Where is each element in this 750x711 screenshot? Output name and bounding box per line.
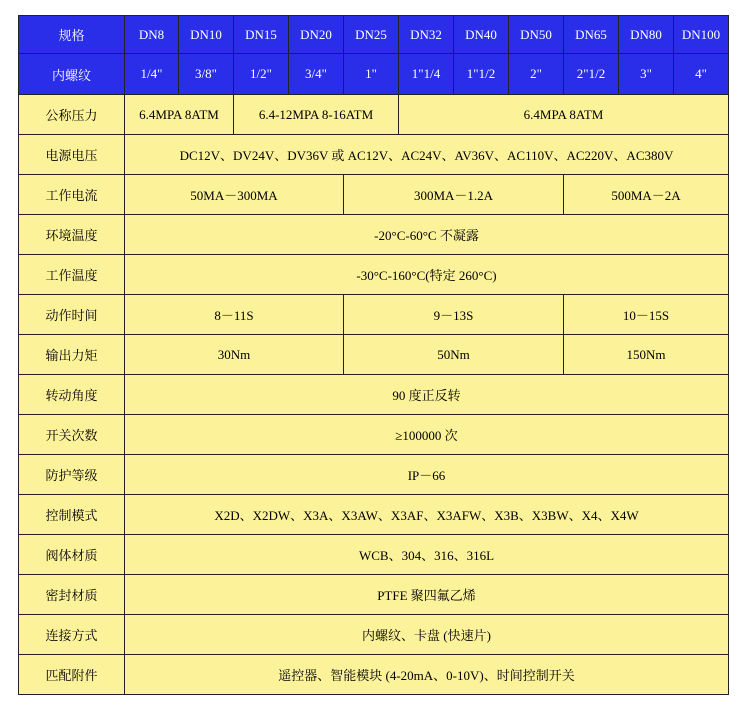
thread-cell: 3/8" [179,54,234,95]
control-mode-value: X2D、X2DW、X3A、X3AW、X3AF、X3AFW、X3B、X3BW、X4、X4W [125,495,729,535]
thread-cell: 2" [509,54,564,95]
cycles-label: 开关次数 [19,415,125,455]
thread-cell: 3" [619,54,674,95]
ambient-temp-label: 环境温度 [19,215,125,255]
ambient-temp-row [19,215,729,255]
current-row [19,175,729,215]
current-cell: 300MA－1.2A [344,175,564,215]
control-mode-label: 控制模式 [19,495,125,535]
thread-cell: 2"1/2 [564,54,619,95]
thread-label: 内螺纹 [19,54,125,95]
rotation-label: 转动角度 [19,375,125,415]
pressure-cell: 6.4-12MPA 8-16ATM [234,95,399,135]
torque-cell: 50Nm [344,335,564,375]
thread-cell: 1/2" [234,54,289,95]
working-temp-value: -30°C-160°C(特定 260°C) [125,255,729,295]
action-time-label: 动作时间 [19,295,125,335]
pressure-label: 公称压力 [19,95,125,135]
action-time-row [19,295,729,335]
protection-value: IP－66 [125,455,729,495]
seal-material-row [19,575,729,615]
protection-label: 防护等级 [19,455,125,495]
body-material-value: WCB、304、316、316L [125,535,729,575]
torque-cell: 30Nm [125,335,344,375]
protection-row [19,455,729,495]
connection-row [19,615,729,655]
action-time-cell: 9－13S [344,295,564,335]
ambient-temp-value: -20°C-60°C 不凝露 [125,215,729,255]
thread-cell: 1"1/2 [454,54,509,95]
seal-material-label: 密封材质 [19,575,125,615]
current-cell: 500MA－2A [564,175,729,215]
size-cell: DN50 [509,16,564,54]
accessories-row [19,655,729,695]
accessories-value: 遥控器、智能模块 (4-20mA、0-10V)、时间控制开关 [125,655,729,695]
connection-value: 内螺纹、卡盘 (快速片) [125,615,729,655]
working-temp-label: 工作温度 [19,255,125,295]
size-cell: DN32 [399,16,454,54]
action-time-cell: 8－11S [125,295,344,335]
pressure-cell: 6.4MPA 8ATM [399,95,729,135]
body-material-label: 阀体材质 [19,535,125,575]
seal-material-value: PTFE 聚四氟乙烯 [125,575,729,615]
size-cell: DN100 [674,16,729,54]
size-cell: DN40 [454,16,509,54]
size-cell: DN80 [619,16,674,54]
pressure-cell: 6.4MPA 8ATM [125,95,234,135]
rotation-value: 90 度正反转 [125,375,729,415]
size-cell: DN65 [564,16,619,54]
torque-row [19,335,729,375]
torque-label: 输出力矩 [19,335,125,375]
spec-table [18,15,729,695]
size-label: 规格 [19,16,125,54]
current-label: 工作电流 [19,175,125,215]
rotation-row [19,375,729,415]
size-cell: DN15 [234,16,289,54]
size-cell: DN8 [125,16,179,54]
body-material-row [19,535,729,575]
cycles-row [19,415,729,455]
connection-label: 连接方式 [19,615,125,655]
accessories-label: 匹配附件 [19,655,125,695]
voltage-row [19,135,729,175]
thread-cell: 1/4" [125,54,179,95]
working-temp-row [19,255,729,295]
thread-cell: 3/4" [289,54,344,95]
size-cell: DN25 [344,16,399,54]
voltage-label: 电源电压 [19,135,125,175]
voltage-value: DC12V、DV24V、DV36V 或 AC12V、AC24V、AV36V、AC110V、AC220V、AC380V [125,135,729,175]
action-time-cell: 10－15S [564,295,729,335]
pressure-row [19,95,729,135]
cycles-value: ≥100000 次 [125,415,729,455]
thread-cell: 1" [344,54,399,95]
size-header-row [19,16,729,54]
thread-cell: 1"1/4 [399,54,454,95]
size-cell: DN10 [179,16,234,54]
current-cell: 50MA－300MA [125,175,344,215]
control-mode-row [19,495,729,535]
thread-cell: 4" [674,54,729,95]
thread-row [19,54,729,95]
torque-cell: 150Nm [564,335,729,375]
size-cell: DN20 [289,16,344,54]
